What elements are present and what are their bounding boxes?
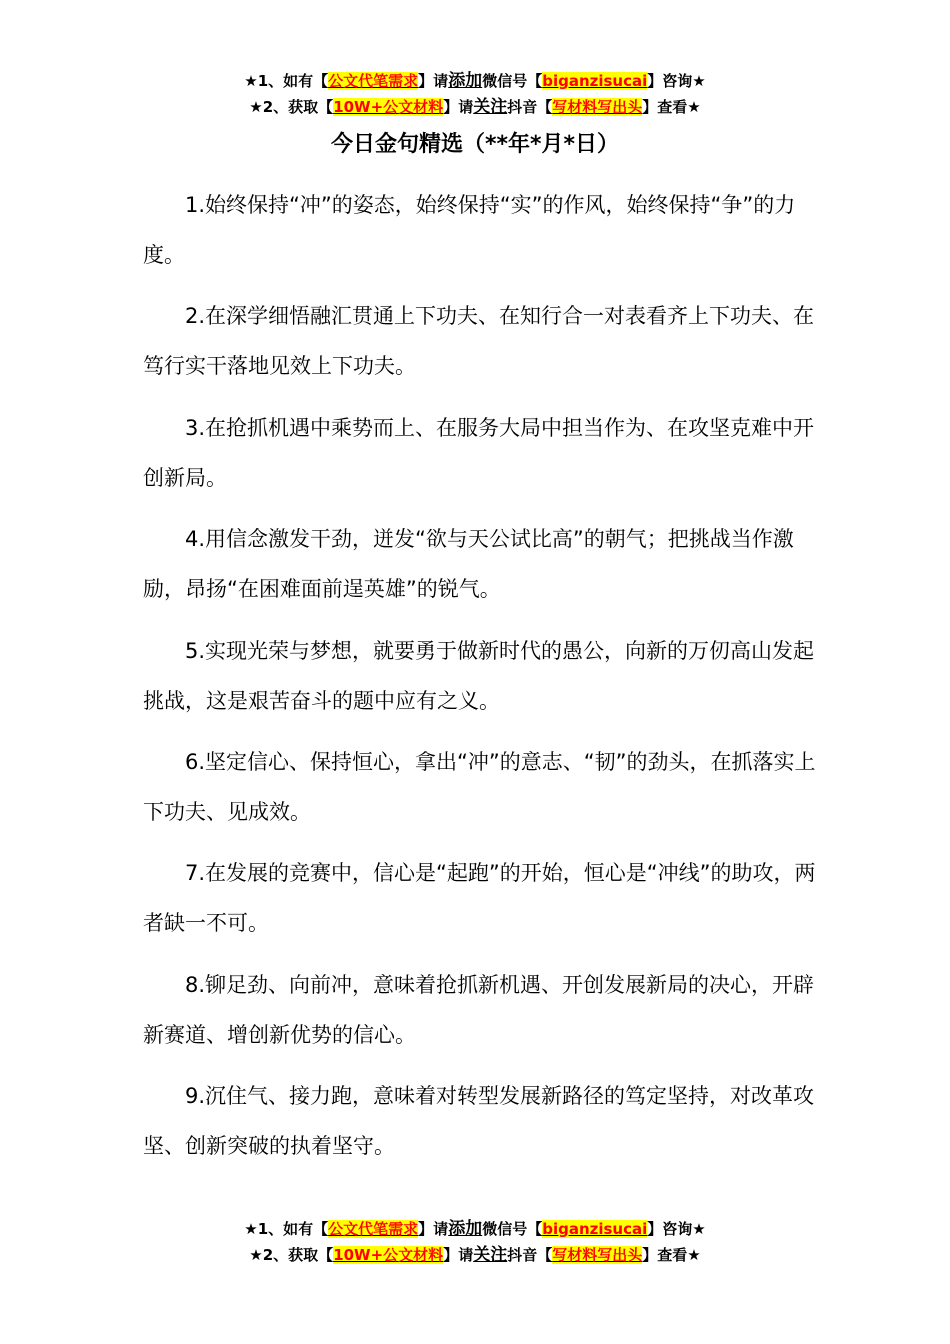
footer-2-suffix: 】查看★ [642, 1246, 701, 1264]
paragraph-6: 6.坚定信心、保持恒心，拿出“冲”的意志、“韧”的劲头，在抓落实上下功夫、见成效。 [143, 749, 816, 824]
footer-2-prefix: ★2、获取【 [249, 1246, 334, 1264]
promo-2-mid: 】请 [443, 98, 474, 116]
paragraph-2: 2.在深学细悟融汇贯通上下功夫、在知行合一对表看齐上下功夫、在笃行实干落地见效上下功夫。 [143, 304, 815, 379]
promo-1-service-highlight: 公文代笔需求 [328, 72, 419, 90]
footer-1-prefix: ★1、如有【 [244, 1220, 329, 1238]
promo-2-prefix: ★2、获取【 [249, 98, 334, 116]
promo-2-douyin-id: 写材料写出头 [552, 98, 643, 116]
paragraph-5: 5.实现光荣与梦想，就要勇于做新时代的愚公，向新的万仞高山发起挑战，这是艰苦奋斗的题中应有之义。 [143, 638, 815, 713]
promo-line-2 [0, 94, 950, 120]
footer-2-follow: 关注 [473, 1245, 508, 1265]
footer-1-wechat-id: biganzisucai [542, 1220, 648, 1238]
page-title: 今日金句精选（**年*月*日） [330, 132, 620, 157]
promo-2-suffix: 】查看★ [642, 98, 701, 116]
promo-1-mid: 】请 [418, 72, 449, 90]
paragraph-9: 9.沉住气、接力跑，意味着对转型发展新路径的笃定坚持，对改革攻坚、创新突破的执着坚守。 [143, 1084, 815, 1159]
footer-2-douyin-id: 写材料写出头 [552, 1246, 643, 1264]
header-promo [0, 68, 950, 120]
paragraph-1: 1.始终保持“冲”的姿态，始终保持“实”的作风，始终保持“争”的力度。 [143, 193, 796, 267]
paragraph-4: 4.用信念激发干劲，迸发“欲与天公试比高”的朝气；把挑战当作激励，昂扬“在困难面前逞英雄”的锐气。 [143, 527, 794, 602]
paragraph-3: 3.在抢抓机遇中乘势而上、在服务大局中担当作为、在攻坚克难中开创新局。 [143, 415, 815, 490]
promo-2-mid2: 抖音【 [507, 98, 553, 116]
footer-promo [0, 1216, 950, 1268]
footer-1-suffix: 】咨询★ [647, 1220, 706, 1238]
promo-line-1 [0, 68, 950, 94]
footer-1-mid2: 微信号【 [482, 1220, 543, 1238]
promo-2-materials-highlight: 10W+公文材料 [333, 98, 444, 116]
promo-2-follow: 关注 [473, 97, 508, 117]
paragraph-8: 8.铆足劲、向前冲，意味着抢抓新机遇、开创发展新局的决心，开辟新赛道、增创新优势的信心。 [143, 972, 815, 1047]
paragraph-7: 7.在发展的竞赛中，信心是“起跑”的开始，恒心是“冲线”的助攻，两者缺一不可。 [143, 861, 816, 936]
footer-2-materials-highlight: 10W+公文材料 [333, 1246, 444, 1264]
footer-promo-line-1 [0, 1216, 950, 1242]
footer-promo-line-2 [0, 1242, 950, 1268]
document-body [143, 180, 829, 1183]
promo-1-prefix: ★1、如有【 [244, 72, 329, 90]
promo-1-suffix: 】咨询★ [647, 72, 706, 90]
footer-1-service-highlight: 公文代笔需求 [328, 1220, 419, 1238]
footer-2-mid: 】请 [443, 1246, 474, 1264]
promo-1-wechat-id: biganzisucai [542, 72, 648, 90]
footer-1-add: 添加 [448, 1219, 483, 1239]
footer-2-mid2: 抖音【 [507, 1246, 553, 1264]
promo-1-add: 添加 [448, 71, 483, 91]
footer-1-mid: 】请 [418, 1220, 449, 1238]
promo-1-mid2: 微信号【 [482, 72, 543, 90]
